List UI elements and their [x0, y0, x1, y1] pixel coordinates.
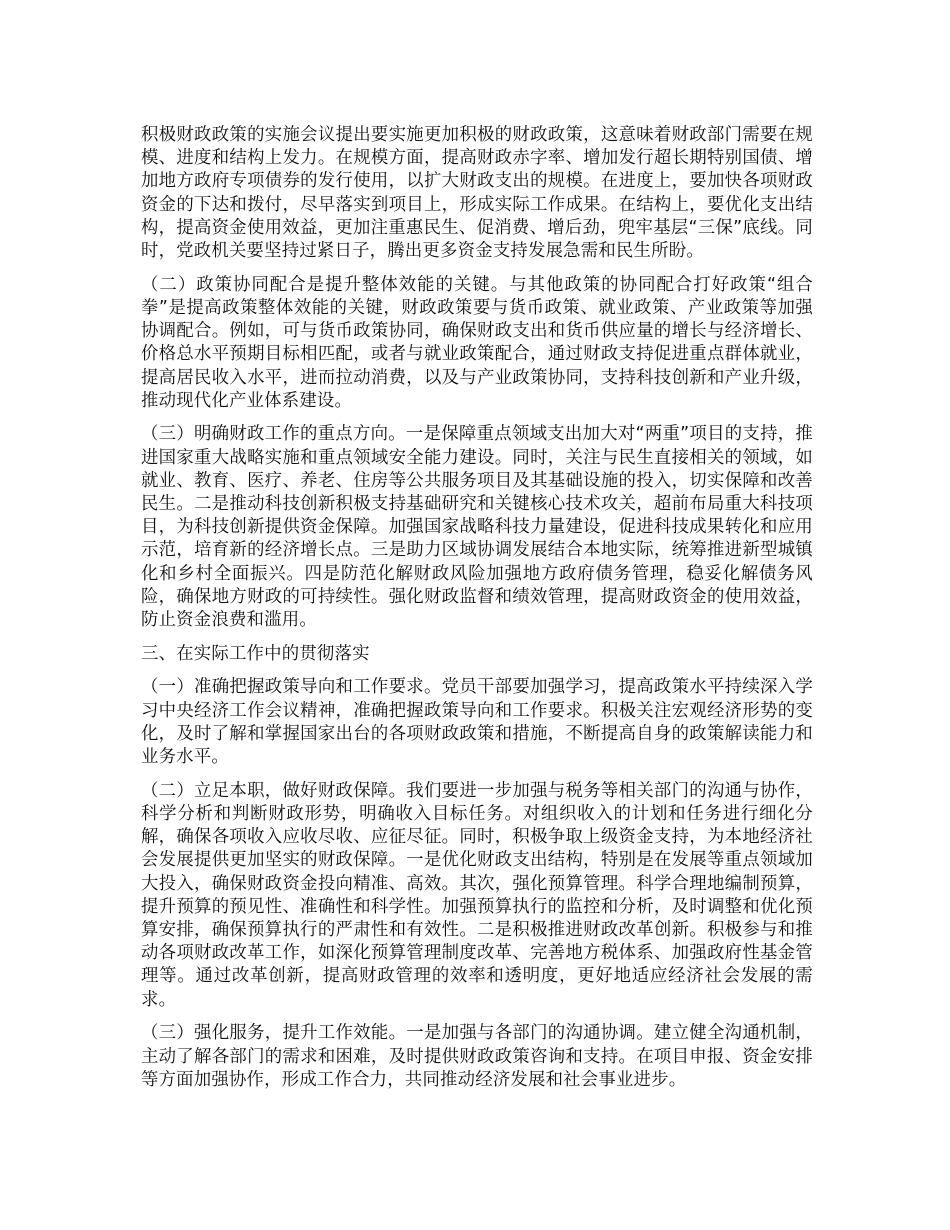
paragraph-fiscal-policy-scale: 积极财政政策的实施会议提出要实施更加积极的财政政策，这意味着财政部门需要在规模、进度和结构上发力。在规模方面，提高财政赤字率、增加发行超长期特别国债、增加地方政府专项债券的发行使用，以扩大财政支出的规模。在进度上，要加快各项财政资金的下达和拨付，尽早落实到项目上，形成实际工作成果。在结构上，要优化支出结构，提高资金使用效益，更加注重惠民生、促消费、增后劲，兜牢基层“三保”底线。同时，党政机关要坚持过紧日子，腾出更多资金支持发展急需和民生所盼。 [141, 125, 813, 262]
paragraph-fiscal-guarantee: （二）立足本职，做好财政保障。我们要进一步加强与税务等相关部门的沟通与协作，科学分析和判断财政形势，明确收入目标任务。对组织收入的计划和任务进行细化分解，确保各项收入应收尽收、应征尽征。同时，积极争取上级资金支持，为本地经济社会发展提供更加坚实的财政保障。一是优化财政支出结构，特别是在发展等重点领域加大投入，确保财政资金投向精准、高效。其次，强化预算管理。科学合理地编制预算，提升预算的预见性、准确性和科学性。加强预算执行的监控和分析，及时调整和优化预算安排，确保预算执行的严肃性和有效性。二是积极推进财政改革创新。积极参与和推动各项财政改革工作，如深化预算管理制度改革、完善地方税体系、加强政府性基金管理等。通过改革创新，提高财政管理的效率和透明度，更好地适应经济社会发展的需求。 [141, 780, 813, 1010]
paragraph-policy-coordination: （二）政策协同配合是提升整体效能的关键。与其他政策的协同配合打好政策“组合拳”是提高政策整体效能的关键，财政政策要与货币政策、就业政策、产业政策等加强协调配合。例如，可与货币政策协同，确保财政支出和货币供应量的增长与经济增长、价格总水平预期目标相匹配，或者与就业政策配合，通过财政支持促进重点群体就业，提高居民收入水平，进而拉动消费，以及与产业政策协同，支持科技创新和产业升级，推动现代化产业体系建设。 [141, 274, 813, 411]
paragraph-key-directions: （三）明确财政工作的重点方向。一是保障重点领域支出加大对“两重”项目的支持，推进国家重大战略实施和重点领域安全能力建设。同时，关注与民生直接相关的领域，如就业、教育、医疗、养老、住房等公共服务项目及其基础设施的投入，切实保障和改善民生。二是推动科技创新积极支持基础研究和关键核心技术攻关，超前布局重大科技项目，为科技创新提供资金保障。加强国家战略科技力量建设，促进科技成果转化和应用示范，培育新的经济增长点。三是助力区域协调发展结合本地实际，统筹推进新型城镇化和乡村全面振兴。四是防范化解财政风险加强地方政府债务管理，稳妥化解债务风险，确保地方财政的可持续性。强化财政监督和绩效管理，提高财政资金的使用效益，防止资金浪费和滥用。 [141, 424, 813, 631]
section-heading-implementation: 三、在实际工作中的贯彻落实 [141, 643, 370, 664]
paragraph-policy-orientation: （一）准确把握政策导向和工作要求。党员干部要加强学习，提高政策水平持续深入学习中央经济工作会议精神，准确把握政策导向和工作要求。积极关注宏观经济形势的变化，及时了解和掌握国家出台的各项财政政策和措施，不断提高自身的政策解读能力和业务水平。 [141, 677, 813, 768]
paragraph-service-efficiency: （三）强化服务，提升工作效能。一是加强与各部门的沟通协调。建立健全沟通机制，主动了解各部门的需求和困难，及时提供财政政策咨询和支持。在项目申报、资金安排等方面加强协作，形成工作合力，共同推动经济发展和社会事业进步。 [141, 1023, 813, 1090]
document-page [141, 124, 813, 1102]
